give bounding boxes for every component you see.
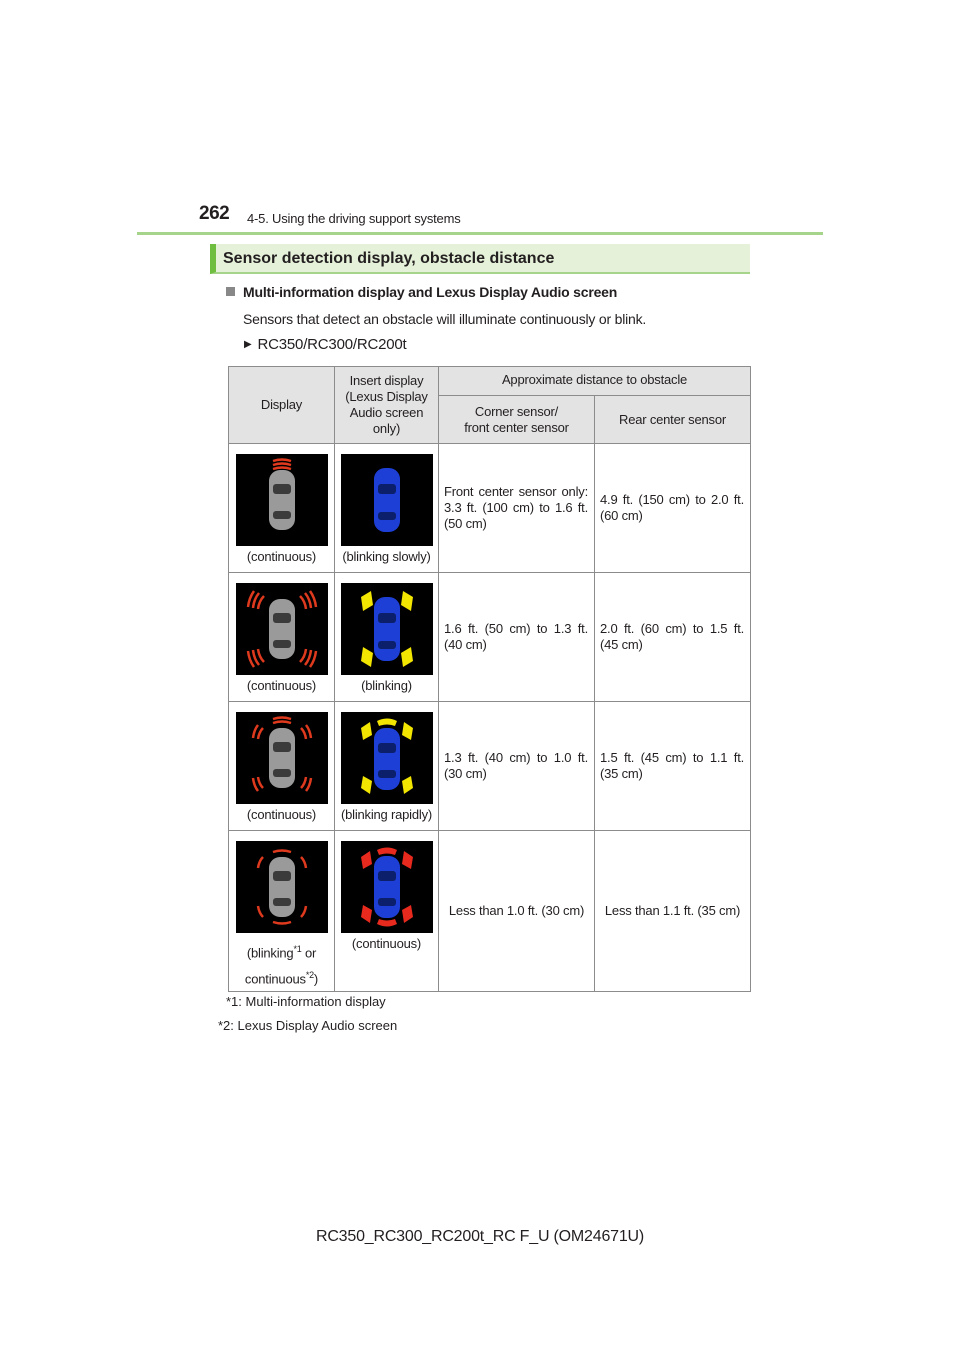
car-insert-display-icon bbox=[341, 712, 433, 804]
footnote-ref: *1 bbox=[293, 944, 302, 954]
car-sensor-display-icon bbox=[236, 583, 328, 675]
footnote-1 bbox=[226, 994, 386, 1009]
header-rear-sensor: Rear center sensor bbox=[595, 396, 751, 444]
document-footer: RC350_RC300_RC200t_RC F_U (OM24671U) bbox=[315, 1228, 645, 1245]
corner-distance: Less than 1.0 ft. (30 cm) bbox=[439, 831, 595, 992]
header-insert-display bbox=[335, 367, 439, 444]
rear-distance: 4.9 ft. (150 cm) to 2.0 ft. (60 cm) bbox=[595, 444, 751, 573]
car-sensor-display-icon bbox=[236, 712, 328, 804]
triangle-bullet-icon: ▶ bbox=[244, 339, 252, 350]
footnote-text: : Lexus Display Audio screen bbox=[230, 1018, 398, 1033]
model-line bbox=[244, 336, 406, 353]
rear-distance: 1.5 ft. (45 cm) to 1.1 ft. (35 cm) bbox=[595, 702, 751, 831]
header-approx-distance: Approximate distance to obstacle bbox=[439, 367, 751, 396]
header-insert-line: only) bbox=[372, 421, 401, 436]
display-caption bbox=[229, 938, 334, 991]
display-cell bbox=[229, 702, 335, 831]
subheading-text: Multi-information display and Lexus Display Audio screen bbox=[243, 284, 618, 300]
header-corner-sensor bbox=[439, 396, 595, 444]
caption-part: ) bbox=[313, 971, 319, 987]
rear-distance: 2.0 ft. (60 cm) to 1.5 ft. (45 cm) bbox=[595, 573, 751, 702]
corner-distance: 1.3 ft. (40 cm) to 1.0 ft. (30 cm) bbox=[439, 702, 595, 831]
header-corner-line: front center sensor bbox=[464, 419, 569, 435]
header-insert-line: Insert display bbox=[349, 373, 424, 388]
rear-distance: Less than 1.1 ft. (35 cm) bbox=[595, 831, 751, 992]
car-sensor-display-icon bbox=[236, 454, 328, 546]
footnote-mark: *2 bbox=[218, 1018, 231, 1033]
header-insert-line: (Lexus Display bbox=[345, 389, 428, 404]
display-caption: (continuous) bbox=[246, 807, 317, 822]
insert-caption: (continuous) bbox=[351, 936, 422, 951]
insert-caption: (blinking) bbox=[361, 678, 412, 693]
caption-part: continuous bbox=[244, 971, 306, 987]
section-heading-bar bbox=[210, 244, 750, 274]
table-row bbox=[229, 573, 751, 702]
display-cell bbox=[229, 444, 335, 573]
subheading bbox=[226, 284, 617, 300]
display-cell bbox=[229, 573, 335, 702]
display-caption: (continuous) bbox=[246, 678, 317, 693]
footnote-text: : Multi-information display bbox=[238, 994, 386, 1009]
header-insert-line: Audio screen bbox=[349, 405, 424, 420]
insert-cell bbox=[335, 702, 439, 831]
footnote-2 bbox=[218, 1018, 397, 1033]
table-row bbox=[229, 444, 751, 573]
display-cell bbox=[229, 831, 335, 992]
intro-text: Sensors that detect an obstacle will illuminate continuously or blink. bbox=[243, 311, 647, 327]
table-row bbox=[229, 831, 751, 992]
car-insert-display-icon bbox=[341, 454, 433, 546]
car-sensor-display-icon bbox=[236, 841, 328, 933]
insert-cell bbox=[335, 573, 439, 702]
square-bullet-icon bbox=[226, 287, 235, 296]
insert-cell bbox=[335, 444, 439, 573]
display-caption: (continuous) bbox=[246, 549, 317, 564]
model-name: RC350/RC300/RC200t bbox=[257, 336, 407, 353]
table-row bbox=[229, 702, 751, 831]
insert-caption: (blinking rapidly) bbox=[340, 807, 433, 822]
car-insert-display-icon bbox=[341, 583, 433, 675]
car-insert-display-icon bbox=[341, 841, 433, 933]
header-corner-line: Corner sensor/ bbox=[474, 403, 559, 419]
footnote-ref: *2 bbox=[305, 970, 314, 981]
corner-distance: 1.6 ft. (50 cm) to 1.3 ft. (40 cm) bbox=[439, 573, 595, 702]
footnote-mark: *1 bbox=[226, 994, 239, 1009]
section-heading: Sensor detection display, obstacle distance bbox=[223, 250, 555, 267]
section-title: 4-5. Using the driving support systems bbox=[247, 211, 461, 226]
caption-part: or bbox=[301, 945, 317, 961]
header-display: Display bbox=[229, 367, 335, 444]
insert-caption: (blinking slowly) bbox=[342, 549, 431, 564]
distance-table bbox=[228, 366, 751, 992]
insert-cell bbox=[335, 831, 439, 992]
page-number: 262 bbox=[199, 203, 230, 224]
caption-part: (blinking bbox=[246, 945, 294, 961]
header-divider bbox=[137, 232, 823, 235]
corner-distance: Front center sensor only: 3.3 ft. (100 cm) to 1.6 ft. (50 cm) bbox=[439, 444, 595, 573]
